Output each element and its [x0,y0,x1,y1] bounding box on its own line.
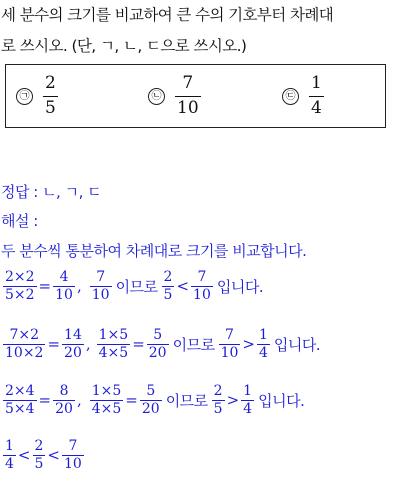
equals-sign: = [132,335,145,354]
choice-c [282,75,324,118]
fraction [90,384,124,416]
fraction [212,384,225,416]
equals-sign: = [38,391,52,410]
greater-than-sign: > [226,391,240,410]
numerator: 2 [163,269,173,285]
choice-a-symbol: ㉠ [16,88,33,105]
fraction [97,328,131,360]
denominator: 4 [243,400,253,417]
denominator: 4 [258,344,268,361]
choice-a-denominator: 5 [45,97,56,118]
numerator: 7 [68,438,78,454]
less-than-sign: < [176,277,190,296]
choice-c-denominator: 4 [311,97,322,118]
numerator: 1 [258,327,268,343]
fraction [147,328,169,360]
fraction [33,439,46,471]
comma: , [85,335,91,354]
greater-than-sign: > [242,335,255,354]
connector-text: 이므로 [165,391,208,410]
equals-sign: = [38,277,52,296]
numerator: 7×2 [9,327,39,343]
answer-line: 정답 : ㄴ, ㄱ, ㄷ [1,183,102,201]
less-than-sign: < [17,446,31,465]
denominator: 20 [64,344,82,361]
question-line-1: 세 분수의 크기를 비교하여 큰 수의 기호부터 차례대 [1,6,334,24]
numerator: 14 [64,327,82,343]
explanation-text: 두 분수씩 통분하여 차례대로 크기를 비교합니다. [1,242,307,260]
numerator: 2 [34,438,44,454]
denominator: 20 [148,344,167,361]
choice-b-fraction [175,75,201,118]
equals-sign: = [125,391,138,410]
connector-text: 이므로 [172,335,215,354]
denominator: 5 [163,286,173,303]
fraction [53,270,75,302]
ending-text: 입니다. [273,335,321,354]
fraction [219,328,241,360]
choice-c-symbol: ㉢ [282,88,299,105]
denominator: 10 [220,344,239,361]
numerator: 1 [243,383,253,399]
numerator: 2×2 [5,269,35,285]
fraction [62,328,84,360]
numerator: 2×4 [5,383,35,399]
numerator: 4 [59,269,69,285]
denominator: 10 [64,455,82,472]
ending-text: 입니다. [258,391,305,410]
fraction [53,384,75,416]
denominator: 5×2 [5,286,35,303]
choices-box [5,64,386,128]
connector-text: 이므로 [115,277,158,296]
numerator: 5 [153,327,163,343]
final-ordering [3,439,84,471]
fraction [241,384,254,416]
denominator: 4×5 [91,400,122,417]
fraction [191,270,213,302]
denominator: 20 [55,400,73,417]
fraction [3,328,45,360]
denominator: 5×4 [5,400,35,417]
numerator: 1×5 [91,383,122,399]
denominator: 10×2 [5,344,44,361]
fraction [162,270,175,302]
denominator: 20 [141,400,160,417]
choice-b-denominator: 10 [177,97,199,118]
ending-text: 입니다. [216,277,264,296]
equation-line-2 [3,328,324,360]
numerator: 7 [197,269,207,285]
numerator: 8 [59,383,69,399]
denominator: 4×5 [98,344,129,361]
numerator: 7 [96,269,106,285]
choice-a-fraction [43,75,58,118]
numerator: 1×5 [98,327,129,343]
choice-c-numerator: 1 [311,73,322,93]
fraction [62,439,84,471]
explanation-label: 해설 : [1,212,38,230]
comma: , [76,391,82,410]
numerator: 2 [213,383,223,399]
denominator: 10 [193,286,211,303]
denominator: 5 [213,400,223,417]
equation-line-1 [3,270,267,302]
fraction [3,384,37,416]
denominator: 10 [91,286,110,303]
numerator: 7 [225,327,234,343]
choice-c-fraction [309,75,324,118]
fraction [140,384,162,416]
equation-line-3 [3,384,308,416]
fraction [90,270,112,302]
choice-b-symbol: ㉡ [148,88,165,105]
comma: , [76,277,82,296]
equals-sign: = [47,335,61,354]
question-line-2: 로 쓰시오. (단, ㄱ, ㄴ, ㄷ으로 쓰시오.) [1,37,247,55]
choice-a [16,75,58,118]
choice-a-numerator: 2 [45,73,56,93]
denominator: 5 [34,455,44,472]
denominator: 10 [55,286,73,303]
fraction [3,439,16,471]
numerator: 5 [146,383,156,399]
fraction [3,270,37,302]
denominator: 4 [5,455,14,472]
fraction [257,328,270,360]
choice-b-numerator: 7 [182,73,194,93]
less-than-sign: < [47,446,60,465]
choice-b [148,75,201,118]
numerator: 1 [5,438,14,454]
